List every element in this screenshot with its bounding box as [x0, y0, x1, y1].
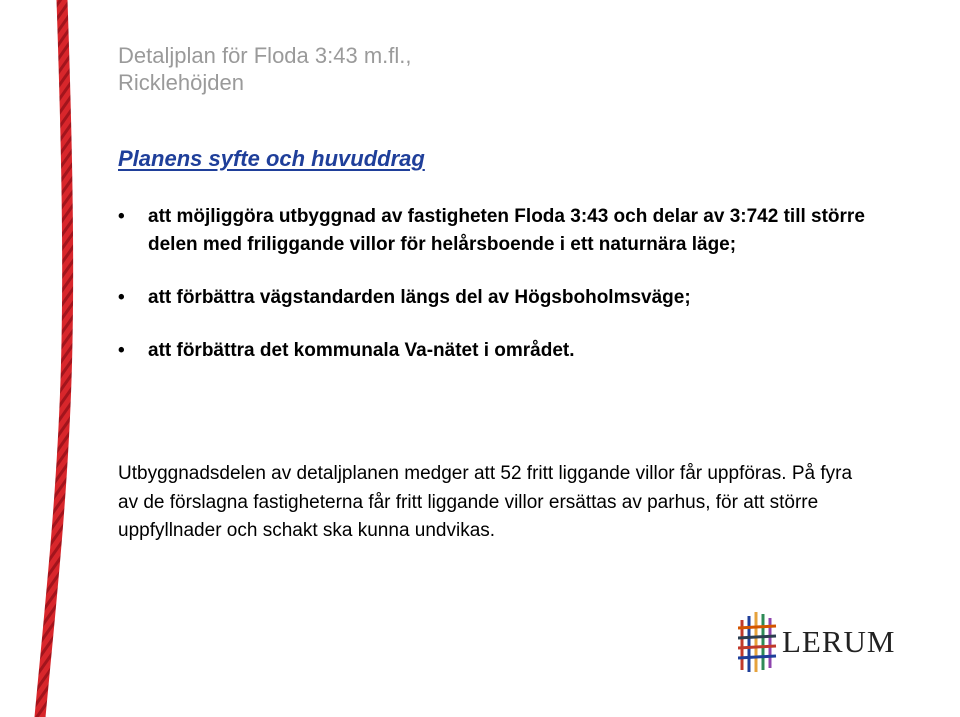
title-line-2: Ricklehöjden [118, 70, 244, 95]
list-item-text: att förbättra det kommunala Va-nätet i området. [148, 340, 575, 361]
body-paragraph: Utbyggnadsdelen av detaljplanen medger att 52 fritt liggande villor får uppföras. På fyra av de förslagna fastigheterna får fritt liggande villor ersättas av parhus, för att större uppfyllnader och schakt ska kunna undvikas. [118, 463, 853, 541]
document-title [118, 42, 818, 96]
list-item-text: att förbättra vägstandarden längs del av Högsboholmsväge; [148, 287, 691, 308]
red-rope-decoration [0, 0, 120, 717]
list-item [118, 284, 918, 312]
bullet-icon: • [118, 340, 125, 361]
list-item [118, 203, 918, 259]
purpose-list [118, 203, 918, 390]
list-item-text: att möjliggöra utbyggnad av fastigheten Floda 3:43 och delar av 3:742 till större delen med friliggande villor för helårsboende i ett naturnära läge; [148, 206, 865, 255]
lerum-logo [738, 610, 918, 675]
section-heading: Planens syfte och huvuddrag [118, 146, 425, 171]
logo-text: LERUM [782, 624, 896, 659]
title-line-1: Detaljplan för Floda 3:43 m.fl., [118, 43, 412, 68]
list-item [118, 337, 918, 365]
woven-emblem-icon [738, 610, 778, 672]
bullet-icon: • [118, 287, 125, 308]
bullet-icon: • [118, 206, 125, 227]
